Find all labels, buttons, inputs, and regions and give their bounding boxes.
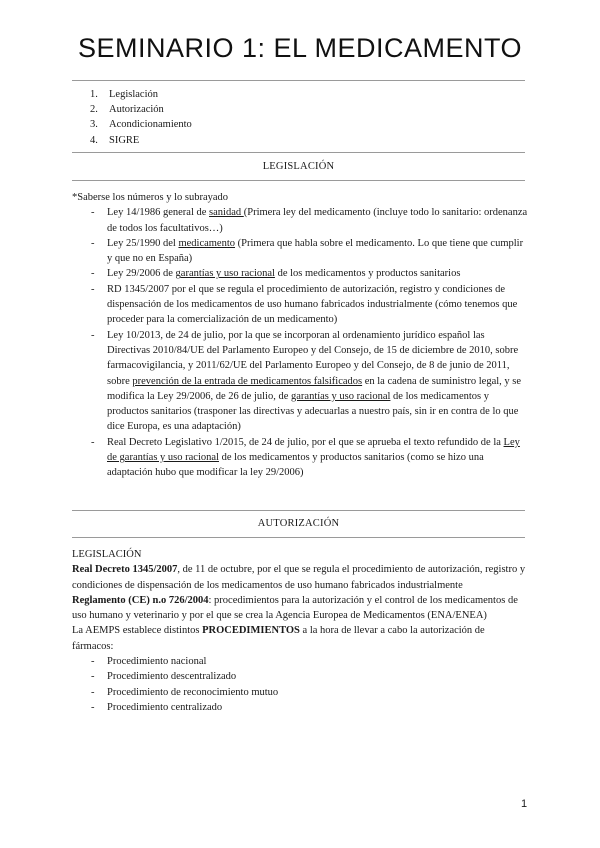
list-item: - Procedimiento de reconocimiento mutuo bbox=[72, 685, 528, 700]
subheading: LEGISLACIÓN bbox=[72, 549, 142, 560]
page-number: 1 bbox=[521, 798, 528, 810]
list-item: - Ley 14/1986 general de sanidad (Primera ley del medicamento (incluye todo lo sanitario: ordenanza de todos los facultativos…) bbox=[72, 205, 528, 236]
procedure-list bbox=[72, 654, 528, 715]
paragraph-rd: Real Decreto 1345/2007, de 11 de octubre, por el que se regula el procedimiento de autorización, registro y condiciones de dispensación de los medicamentos de uso humano fabricados industrialmente bbox=[72, 564, 526, 591]
section-heading-legislacion: LEGISLACIÓN bbox=[262, 161, 335, 172]
list-item: - Ley 10/2013, de 24 de julio, por la que se incorporan al ordenamiento jurídico español las Directivas 2010/84/UE del Parlamento Europeo y del Consejo, de 15 de diciembre de 2010, sobre farmacovigilancia, y 2011/62/UE del Parlamento Europeo y del Consejo, de 8 de junio de 2011, sobre prevención de la entrada de medicamentos falsificados en la cadena de suministro legal, y se modifica la Ley 29/2006, de 26 de julio, de garantías y uso racional de los medicamentos y productos sanitarios (trasponer las directivas y adecuarlas a nuestro país, sin ir en contra de lo que dice Europa, es una adaptación) bbox=[72, 328, 528, 435]
law-list bbox=[72, 205, 528, 480]
paragraph-aemps: La AEMPS establece distintos PROCEDIMIENTOS a la hora de llevar a cabo la autorización de fármacos: bbox=[72, 625, 485, 652]
list-item: - Ley 29/2006 de garantías y uso racional de los medicamentos y productos sanitarios bbox=[72, 266, 528, 281]
page-title: SEMINARIO 1: EL MEDICAMENTO bbox=[77, 33, 523, 63]
divider bbox=[72, 80, 525, 81]
paragraph-reglamento: Reglamento (CE) n.o 726/2004: procedimientos para la autorización y el control de los medicamentos de uso humano y veterinario y por el que se crea la Agencia Europea de Medicamentos (ENA/ENEA) bbox=[72, 594, 518, 622]
list-item: - Procedimiento centralizado bbox=[72, 700, 528, 715]
autorizacion-section bbox=[72, 547, 528, 715]
toc-item: 2. Autorización bbox=[90, 104, 164, 116]
list-item: - Ley 25/1990 del medicamento (Primera que habla sobre el medicamento. Lo que tiene que cumplir y que no en España) bbox=[72, 236, 528, 267]
divider bbox=[72, 180, 525, 181]
table-of-contents bbox=[90, 87, 192, 148]
list-item: - Procedimiento nacional bbox=[72, 654, 528, 669]
section-heading-autorizacion: AUTORIZACIÓN bbox=[257, 518, 340, 529]
list-item: - RD 1345/2007 por el que se regula el procedimiento de autorización, registro y condiciones de dispensación de los medicamentos de uso humano fabricados industrialmente (cómo tenemos que proceder para la comercialización de un medicamento) bbox=[72, 282, 528, 328]
divider bbox=[72, 510, 525, 511]
divider bbox=[72, 152, 525, 153]
toc-item: 1. Legislación bbox=[90, 89, 158, 100]
study-note: *Saberse los números y lo subrayado bbox=[72, 192, 229, 203]
divider bbox=[72, 537, 525, 538]
toc-item: 3. Acondicionamiento bbox=[90, 119, 192, 131]
legislacion-section bbox=[72, 190, 528, 481]
list-item: - Real Decreto Legislativo 1/2015, de 24 de julio, por el que se aprueba el texto refundido de la Ley de garantías y uso racional de los medicamentos y productos sanitarios (como se hizo una adaptación hubo que modificar la ley 29/2006) bbox=[72, 435, 528, 481]
toc-item: 4. SIGRE bbox=[90, 134, 140, 146]
list-item: - Procedimiento descentralizado bbox=[72, 669, 528, 684]
